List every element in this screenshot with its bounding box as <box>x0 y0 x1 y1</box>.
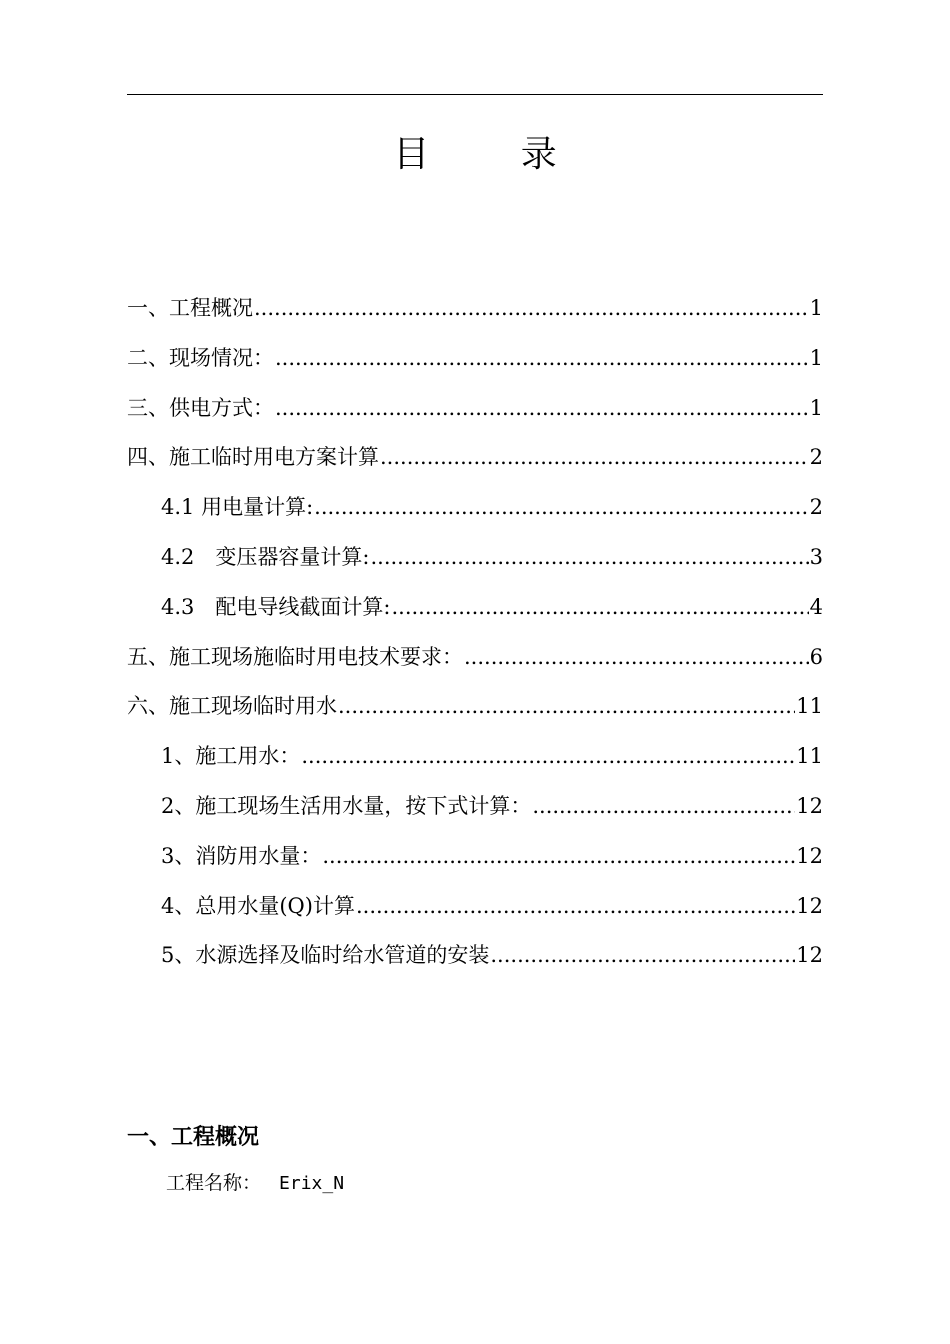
toc-entry-page: 2 <box>809 495 823 520</box>
project-name-label: 工程名称： <box>166 1172 262 1194</box>
toc-leader-dots <box>301 736 795 776</box>
toc-entry[interactable] <box>127 437 823 487</box>
toc-entry[interactable] <box>127 338 823 388</box>
toc-entry[interactable] <box>127 637 823 687</box>
toc-entry-label: 六、施工现场临时用水 <box>127 694 337 719</box>
toc-leader-dots <box>275 388 809 428</box>
toc-entry-page: 6 <box>809 644 823 669</box>
toc-leader-dots <box>314 487 808 527</box>
toc-entry[interactable] <box>127 686 823 736</box>
toc-entry-page: 12 <box>796 893 823 918</box>
toc-entry-page: 12 <box>796 793 823 818</box>
toc-leader-dots <box>254 288 809 328</box>
toc-subentry[interactable] <box>127 736 823 786</box>
toc-entry-page: 1 <box>809 345 823 370</box>
toc-entry-label: 5、水源选择及临时给水管道的安装 <box>161 943 490 968</box>
toc-entry[interactable] <box>127 288 823 338</box>
toc-entry[interactable] <box>127 388 823 438</box>
toc-entry-page: 12 <box>796 843 823 868</box>
toc-entry-label: 4.2 变压器容量计算: <box>161 544 370 569</box>
project-name-line <box>166 1168 344 1195</box>
toc-leader-dots <box>322 836 795 876</box>
toc-entry-label: 3、消防用水量： <box>161 843 322 868</box>
toc-entry-page: 1 <box>809 395 823 420</box>
toc-entry-page: 11 <box>796 744 823 769</box>
header-rule <box>127 94 823 95</box>
table-of-contents <box>127 288 823 985</box>
toc-entry-label: 2、施工现场生活用水量，按下式计算： <box>161 793 532 818</box>
toc-entry-label: 二、现场情况： <box>127 345 274 370</box>
toc-entry-page: 3 <box>809 544 823 569</box>
toc-subentry[interactable] <box>127 537 823 587</box>
toc-leader-dots <box>338 686 795 726</box>
toc-title: 目 录 <box>393 134 597 175</box>
toc-entry-page: 4 <box>809 594 823 619</box>
toc-subentry[interactable] <box>127 836 823 886</box>
toc-subentry[interactable] <box>127 487 823 537</box>
section-heading: 一、工程概况 <box>127 1124 260 1150</box>
toc-entry-label: 4.3 配电导线截面计算: <box>161 594 391 619</box>
toc-entry-label: 一、工程概况 <box>127 296 253 320</box>
toc-subentry[interactable] <box>127 786 823 836</box>
toc-entry-label: 1、施工用水： <box>161 744 301 769</box>
project-name-value: Erix_N <box>279 1173 345 1194</box>
toc-entry-page: 12 <box>796 943 823 968</box>
toc-leader-dots <box>380 437 809 477</box>
toc-leader-dots <box>370 537 808 577</box>
toc-leader-dots <box>356 886 795 926</box>
toc-entry-label: 五、施工现场施临时用电技术要求： <box>127 644 463 669</box>
toc-entry-page: 11 <box>796 694 823 719</box>
toc-leader-dots <box>275 338 809 378</box>
toc-subentry[interactable] <box>127 587 823 637</box>
toc-entry-page: 2 <box>809 445 823 470</box>
toc-entry-label: 四、施工临时用电方案计算 <box>127 445 379 470</box>
toc-leader-dots <box>391 587 808 627</box>
toc-subentry[interactable] <box>127 886 823 936</box>
toc-leader-dots <box>464 637 809 677</box>
toc-leader-dots <box>532 786 795 826</box>
toc-entry-label: 4.1 用电量计算: <box>161 495 314 520</box>
toc-entry-label: 三、供电方式： <box>127 395 274 420</box>
toc-subentry[interactable] <box>127 935 823 985</box>
toc-entry-page: 1 <box>809 296 823 320</box>
toc-entry-label: 4、总用水量(Q)计算 <box>161 893 355 918</box>
toc-leader-dots <box>490 935 795 975</box>
